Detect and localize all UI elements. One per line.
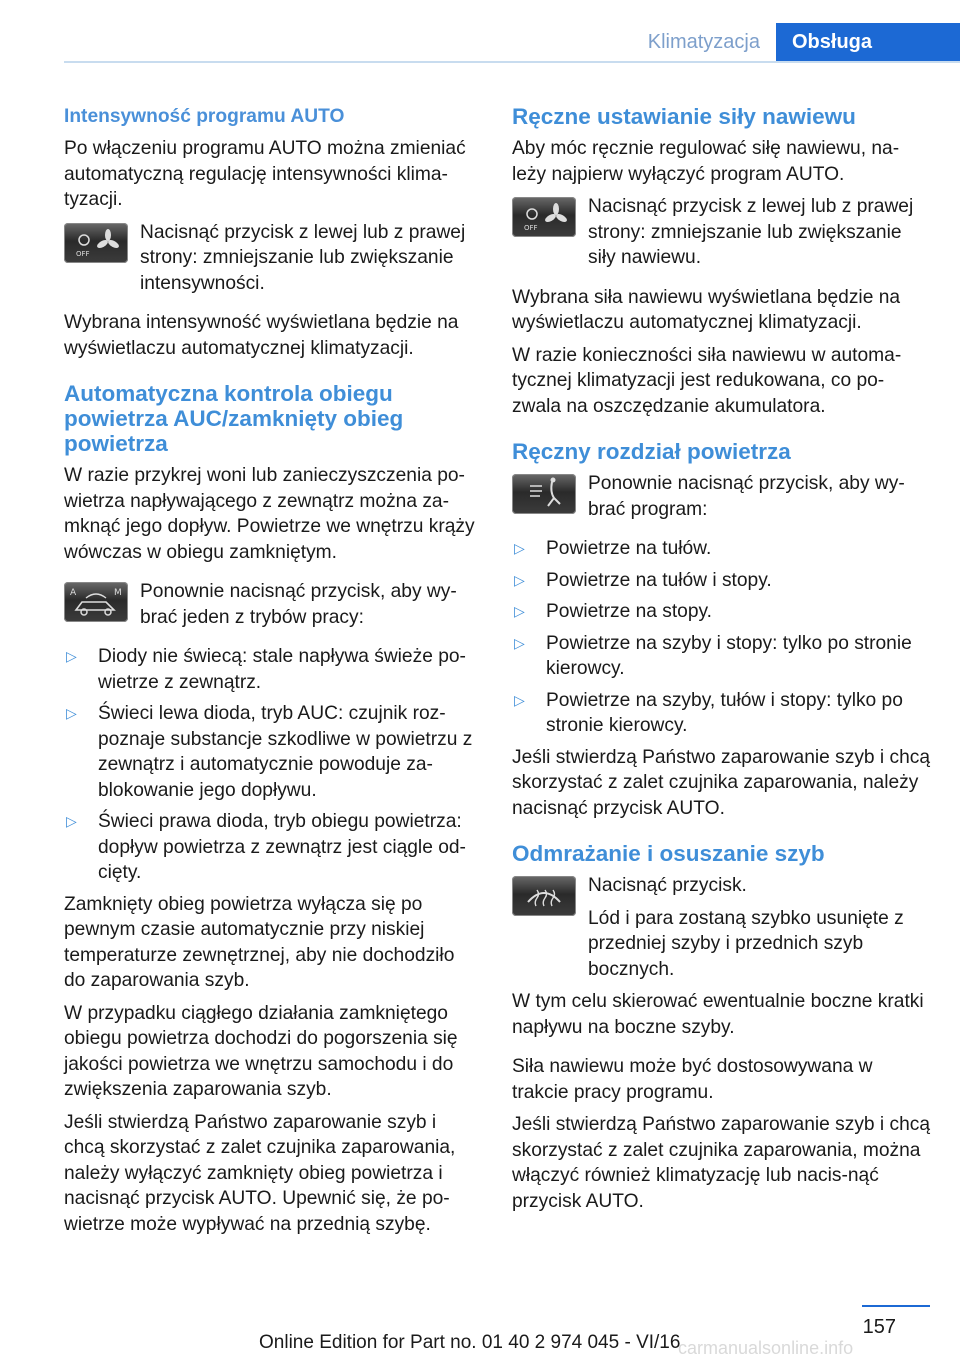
paragraph-auto-intensity: Po włączeniu programu AUTO można zmieniać automatyczną regulację intensywności klima-tyzacji. bbox=[64, 138, 466, 210]
paragraph-fan-display: Wybrana siła nawiewu wyświetlana będzie na wyświetlaczu automatycznej klimatyzacji. bbox=[512, 286, 901, 333]
triangle-bullet-icon: ▷ bbox=[514, 691, 525, 708]
paragraph-defrost-4: Jeśli stwierdzą Państwo zaparowanie szyb i chcą skorzystać z zalet czujnika zaparowania, można włączyć również klimatyzację lub nacis-nąć przycisk AUTO. bbox=[512, 1114, 931, 1212]
list-item: ▷ Powietrze na tułów. bbox=[512, 536, 932, 562]
fan-off-button-icon bbox=[64, 223, 128, 263]
header-section: Klimatyzacja bbox=[647, 31, 760, 53]
header-tabs bbox=[632, 23, 960, 61]
list-item: ▷ Powietrze na szyby i stopy: tylko po stronie kierowcy. bbox=[514, 632, 912, 679]
left-column bbox=[64, 104, 480, 1237]
instruction-defrost bbox=[512, 873, 932, 982]
paragraph-intensity-display: Wybrana intensywność wyświetlana będzie na wyświetlaczu automatycznej klimatyzacji. bbox=[64, 312, 459, 359]
list-item: ▷ Powietrze na stopy. bbox=[512, 599, 932, 625]
list-item: ▷ Powietrze na tułów i stopy. bbox=[512, 568, 932, 594]
distribution-programs-list bbox=[512, 536, 932, 739]
paragraph-distribution-fog: Jeśli stwierdzą Państwo zaparowanie szyb i chcą skorzystać z zalet czujnika zaparowania, należy nacisnąć przycisk AUTO. bbox=[512, 746, 931, 819]
heading-defrost: Odmrażanie i osuszanie szyb bbox=[512, 841, 825, 866]
heading-air-distribution: Ręczny rozdział powietrza bbox=[512, 439, 791, 464]
list-item: ▷ Świeci prawa dioda, tryb obiegu powietrza: dopływ powietrza z zewnątrz jest ciągle od-cięty. bbox=[66, 811, 466, 883]
edition-line: Online Edition for Part no. 01 40 2 974 045 - VI/16 bbox=[259, 1332, 681, 1353]
auc-label-m: M bbox=[114, 588, 122, 598]
air-distribution-button-icon bbox=[512, 474, 576, 514]
triangle-bullet-icon: ▷ bbox=[66, 648, 77, 664]
instruction-auc bbox=[64, 579, 480, 630]
paragraph-auc: W razie przykrej woni lub zanieczyszczenia po-wietrza napływającego z zewnątrz można za-mknąć jego dopływ. Powietrze we wnętrzu krąży wówczas w obiegu zamkniętym. bbox=[64, 465, 475, 563]
auc-label-a: A bbox=[70, 588, 77, 598]
heading-auc: Automatyczna kontrola obiegu powietrza AUC/zamknięty obieg powietrza bbox=[64, 381, 404, 456]
triangle-bullet-icon: ▷ bbox=[514, 634, 525, 651]
paragraph-defrost-2: W tym celu skierować ewentualnie boczne kratki napływu na boczne szyby. bbox=[512, 991, 924, 1038]
triangle-bullet-icon: ▷ bbox=[66, 705, 77, 721]
right-column bbox=[512, 104, 932, 1214]
auc-modes-list bbox=[64, 644, 480, 886]
fan-off-label: OFF bbox=[76, 249, 90, 258]
triangle-bullet-icon: ▷ bbox=[66, 813, 77, 829]
paragraph-defrost-3: Siła nawiewu może być dostosowywana w trakcie pracy programu. bbox=[512, 1056, 873, 1103]
triangle-bullet-icon: ▷ bbox=[514, 571, 525, 588]
paragraph-defrost-1: Lód i para zostaną szybko usunięte z przedniej szyby i przednich szyb bocznych. bbox=[588, 907, 904, 980]
paragraph-closed-1: Zamknięty obieg powietrza wyłącza się po pewnym czasie automatycznie przy niskiej temperaturze zewnętrznej, aby nie dochodziło do zaparowania szyb. bbox=[64, 893, 455, 991]
instruction-intensity bbox=[64, 220, 480, 297]
header-chapter: Obsługa bbox=[776, 23, 960, 61]
instruction-defrost-text: Nacisnąć przycisk. bbox=[588, 875, 747, 896]
list-item: ▷ Diody nie świecą: stale napływa świeże po-wietrze z zewnątrz. bbox=[66, 646, 466, 693]
defrost-button-icon bbox=[512, 876, 576, 916]
instruction-distribution bbox=[512, 471, 932, 522]
fan-off-label: OFF bbox=[524, 224, 538, 232]
list-item: ▷ Powietrze na szyby, tułów i stopy: tylko po stronie kierowcy. bbox=[514, 689, 903, 736]
instruction-fan-text: Nacisnąć przycisk z lewej lub z prawej strony: zmniejszanie lub zwiększanie siły nawiewu. bbox=[588, 196, 914, 268]
instruction-distribution-text: Ponownie nacisnąć przycisk, aby wy-brać program: bbox=[588, 473, 905, 520]
triangle-bullet-icon: ▷ bbox=[514, 603, 525, 619]
paragraph-fan-reduce: W razie konieczności siła nawiewu w automa-tycznej klimatyzacji jest redukowana, co po-zwala na oszczędzanie akumulatora. bbox=[512, 344, 902, 417]
watermark-text: carmanualsonline.info bbox=[678, 1338, 854, 1358]
instruction-fan bbox=[512, 194, 932, 271]
header-rule bbox=[64, 61, 960, 63]
paragraph-closed-3: Jeśli stwierdzą Państwo zaparowanie szyb i chcą skorzystać z zalet czujnika zaparowania, należy wyłączyć zamknięty obieg powietrza i nacisnąć przycisk AUTO. Upewnić się, że po-wietrze może wypływać na przednią szybę. bbox=[64, 1111, 456, 1235]
instruction-auc-text: Ponownie nacisnąć przycisk, aby wy-brać jeden z trybów pracy: bbox=[140, 581, 457, 628]
paragraph-manual-fan: Aby móc ręcznie regulować siłę nawiewu, na-leży najpierw wyłączyć program AUTO. bbox=[512, 138, 900, 185]
page-number: 157 bbox=[862, 1316, 896, 1338]
footer-rule bbox=[862, 1305, 930, 1307]
paragraph-closed-2: W przypadku ciągłego działania zamkniętego obiegu powietrza dochodzi do pogorszenia się jakości powietrza we wnętrzu samochodu i do zwiększenia zaparowania szyb. bbox=[64, 1002, 458, 1100]
heading-manual-fan: Ręczne ustawianie siły nawiewu bbox=[512, 104, 856, 129]
auc-recirculation-button-icon bbox=[64, 582, 128, 622]
fan-off-button-icon bbox=[512, 197, 576, 237]
heading-auto-intensity: Intensywność programu AUTO bbox=[64, 106, 345, 127]
instruction-intensity-text: Nacisnąć przycisk z lewej lub z prawej strony: zmniejszanie lub zwiększanie intensywności. bbox=[140, 221, 466, 294]
list-item: ▷ Świeci lewa dioda, tryb AUC: czujnik roz-poznaje substancje szkodliwe w powietrzu z zewnątrz i automatycznie powoduje za-blokowanie jego dopływu. bbox=[66, 703, 473, 801]
triangle-bullet-icon: ▷ bbox=[514, 540, 525, 556]
